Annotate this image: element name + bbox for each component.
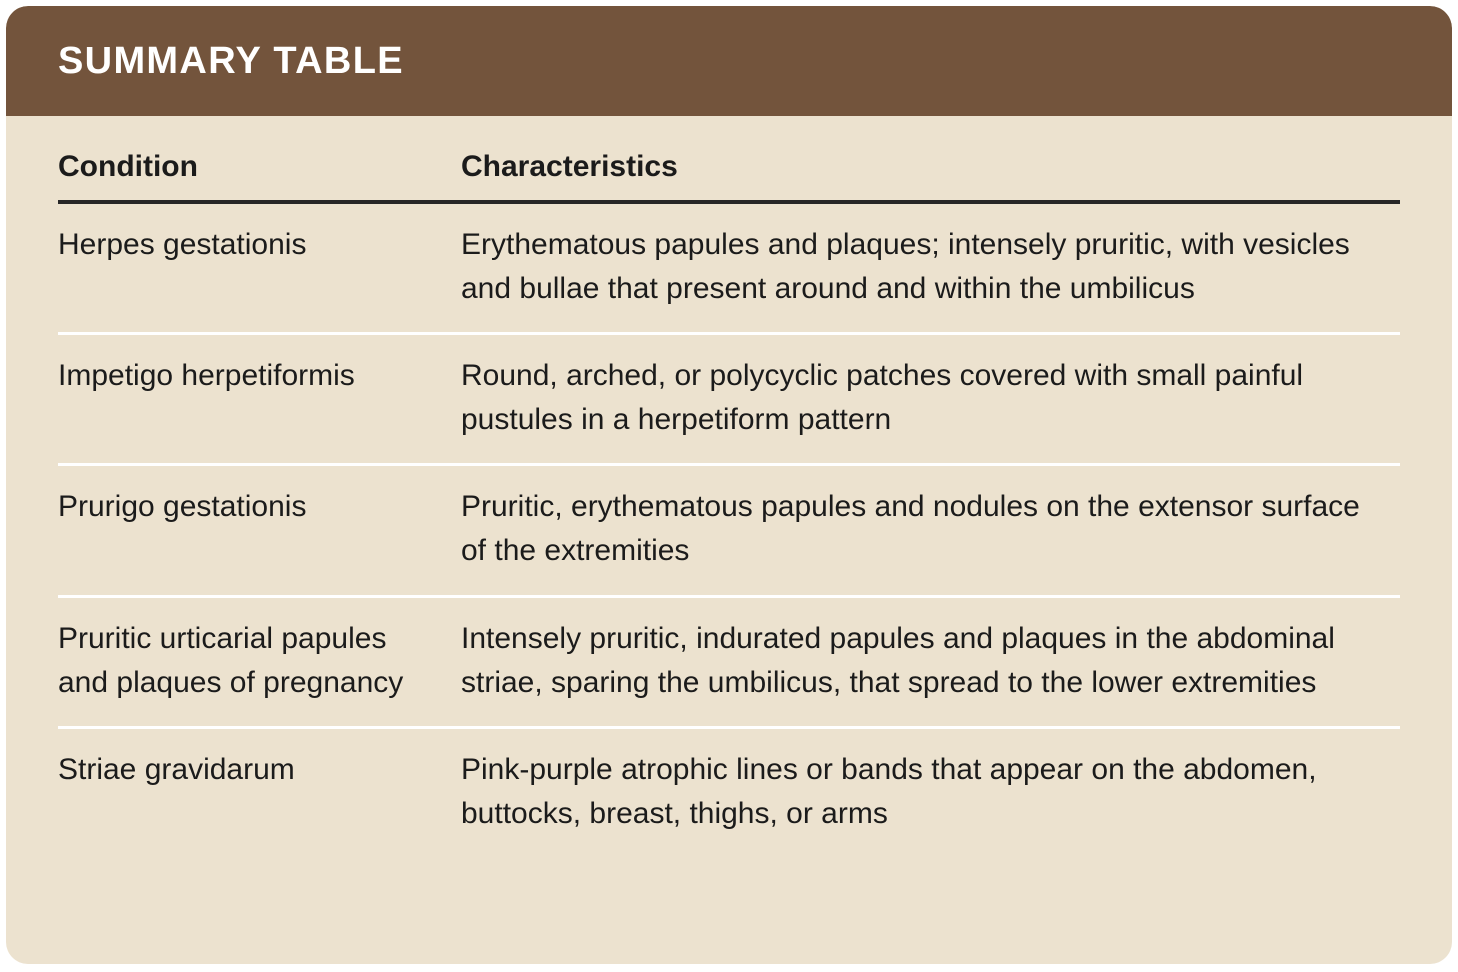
table-row [58,334,1400,465]
summary-table-card [6,6,1452,964]
column-header-characteristics: Characteristics [453,144,1400,202]
cell-characteristics: Round, arched, or polycyclic patches covered with small painful pustules in a herpetiform pattern [453,334,1400,465]
table-row [58,596,1400,727]
table-body [58,202,1400,857]
cell-condition: Impetigo herpetiformis [58,334,453,465]
cell-characteristics: Intensely pruritic, indurated papules and plaques in the abdominal striae, sparing the umbilicus, that spread to the lower extremities [453,596,1400,727]
table-row [58,465,1400,596]
cell-condition: Striae gravidarum [58,752,295,786]
page-title: SUMMARY TABLE [58,40,404,82]
cell-condition: Prurigo gestationis [58,465,453,596]
table-header-row [58,144,1400,202]
summary-table [58,144,1400,857]
table-row [58,727,1400,857]
cell-characteristics: Erythematous papules and plaques; intensely pruritic, with vesicles and bullae that present around and within the umbilicus [453,202,1400,334]
table-row [58,202,1400,334]
card-header [6,6,1452,116]
cell-condition: Herpes gestationis [58,202,453,334]
cell-characteristics: Pink-purple atrophic lines or bands that appear on the abdomen, buttocks, breast, thighs, or arms [461,752,1317,830]
column-header-condition: Condition [58,144,453,202]
table-container [6,116,1452,857]
cell-condition: Pruritic urticarial papules and plaques of pregnancy [58,596,453,727]
cell-characteristics: Pruritic, erythematous papules and nodules on the extensor surface of the extremities [453,465,1400,596]
